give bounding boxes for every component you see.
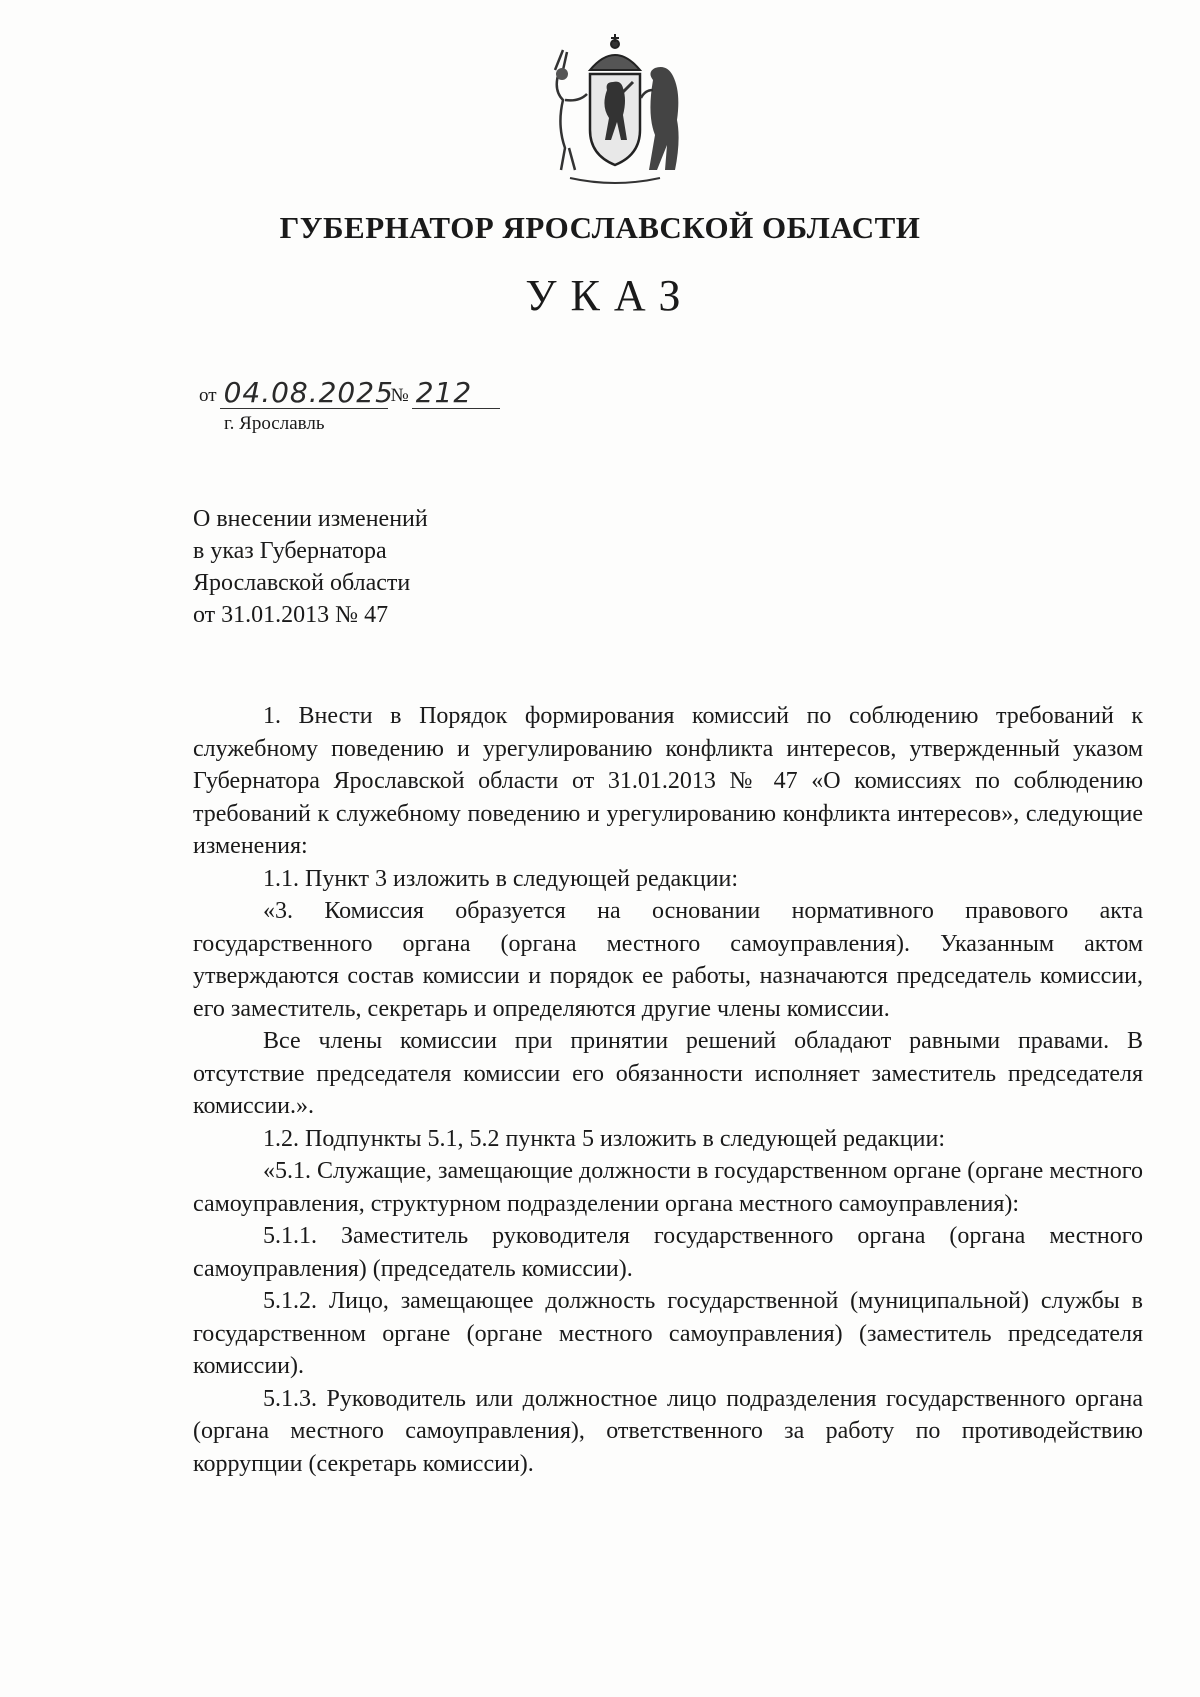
paragraph: 1. Внести в Порядок формирования комиссий по соблюдению требований к служебному поведению и урегулированию конфликта интересов, утвержденный указом Губернатора Ярославской области от 31.01.2013 № 47 «О комиссиях по соблюдению требований к служебному поведению и урегулированию конфликта интересов», следующие изменения:: [193, 703, 1143, 859]
paragraph: 5.1.1. Заместитель руководителя государственного органа (органа местного самоуправления) (председатель комиссии).: [193, 1223, 1143, 1282]
paragraph: Все члены комиссии при принятии решений обладают равными правами. В отсутствие председателя комиссии его обязанности исполняет заместитель председателя комиссии.».: [193, 1028, 1143, 1119]
paragraph: 1.1. Пункт 3 изложить в следующей редакции:: [263, 865, 739, 892]
paragraph: 5.1.2. Лицо, замещающее должность государственной (муниципальной) службы в государственном органе (органе местного самоуправления) (заместитель председателя комиссии).: [193, 1288, 1143, 1379]
paragraph: 1.2. Подпункты 5.1, 5.2 пункта 5 изложить в следующей редакции:: [263, 1125, 945, 1152]
document-type: УКАЗ: [525, 271, 695, 320]
coat-of-arms-emblem: [535, 30, 695, 190]
date-number-line: [196, 378, 500, 409]
issuer-title: ГУБЕРНАТОР ЯРОСЛАВСКОЙ ОБЛАСТИ: [279, 210, 921, 245]
city-line: г. Ярославль: [224, 413, 325, 434]
subject-line: О внесении изменений: [193, 506, 428, 532]
decree-body: [193, 700, 1143, 1480]
handwritten-number: 212: [412, 378, 500, 409]
handwritten-date: 04.08.2025: [220, 378, 388, 409]
paragraph: «3. Комиссия образуется на основании нормативного правового акта государственного органа (органа местного самоуправления). Указанным актом утверждаются состав комиссии и порядок ее работы, назначаются председатель комиссии, его заместитель, секретарь и определяются другие члены комиссии.: [193, 898, 1143, 1022]
date-prefix: от: [199, 385, 217, 406]
subject-line: в указ Губернатора: [193, 538, 387, 564]
paragraph: «5.1. Служащие, замещающие должности в государственном органе (органе местного самоуправления, структурном подразделении органа местного самоуправления):: [193, 1158, 1143, 1217]
subject-line: от 31.01.2013 № 47: [193, 602, 389, 628]
paragraph: 5.1.3. Руководитель или должностное лицо подразделения государственного органа (органа местного самоуправления), ответственного за работу по противодействию коррупции (секретарь комиссии).: [193, 1385, 1143, 1477]
subject-line: Ярославской области: [193, 570, 411, 596]
subject-block: [193, 503, 428, 631]
number-prefix: №: [390, 385, 409, 406]
